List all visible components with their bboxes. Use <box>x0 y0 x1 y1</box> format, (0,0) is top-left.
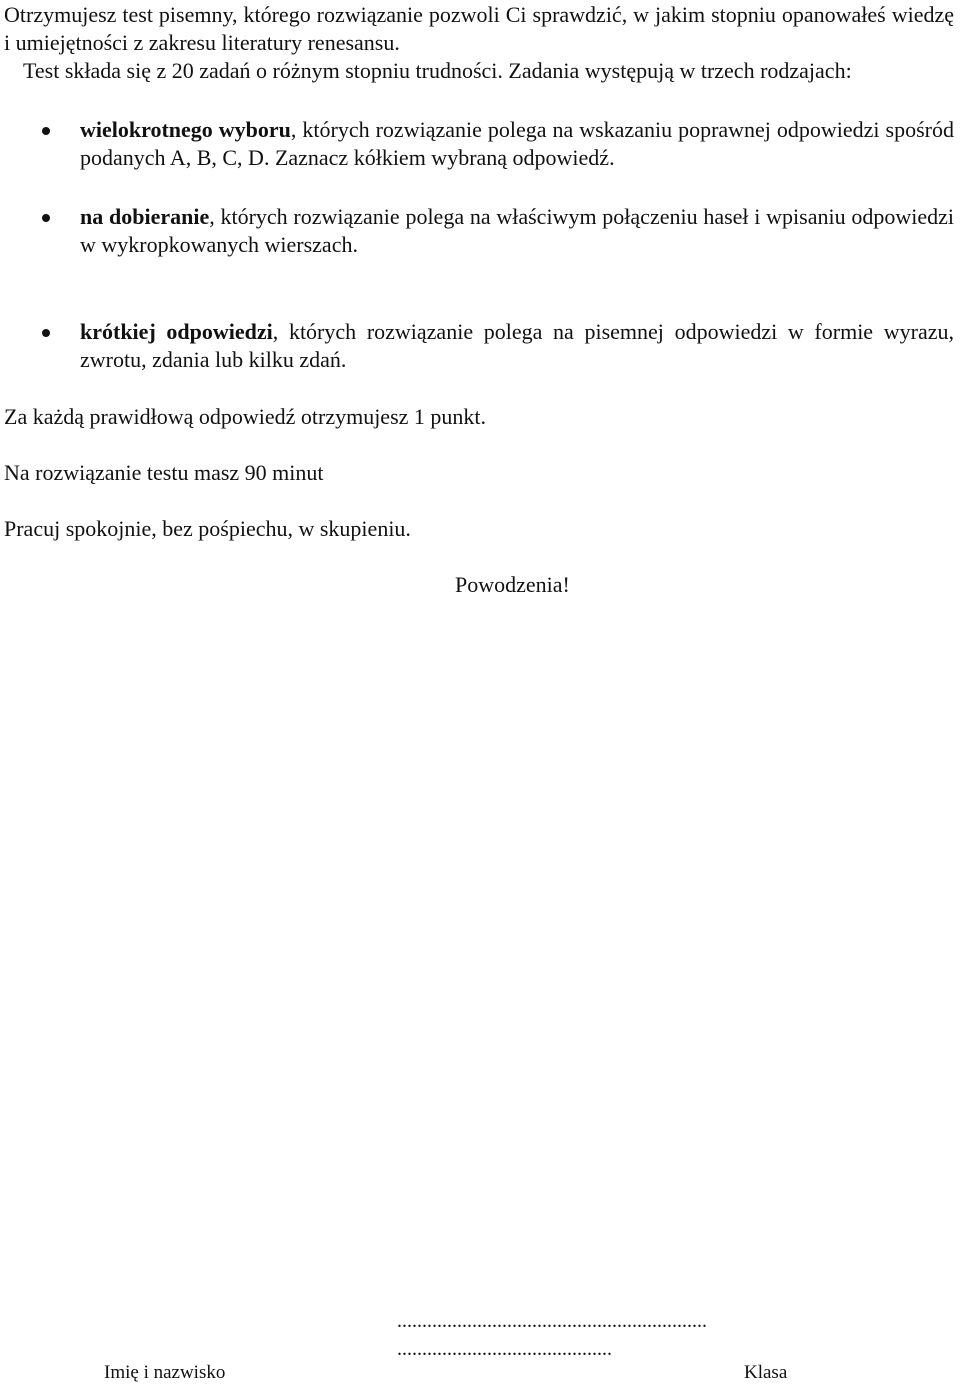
intro-sentence-1: Otrzymujesz test pisemny, którego rozwiązanie pozwoli Ci sprawdzić, w jakim stopniu opanowałeś wiedzę i umiejętności z zakresu literatury renesansu. <box>4 2 954 55</box>
list-item-multiple-choice <box>4 116 954 172</box>
bullet-dot-icon <box>42 214 50 222</box>
bullet-term: wielokrotnego wyboru <box>80 117 291 142</box>
instruction-page <box>4 0 954 1383</box>
bullet-term: krótkiej odpowiedzi <box>80 319 273 344</box>
good-luck-text: Powodzenia! <box>455 572 570 597</box>
bullet-description: , których rozwiązanie polega na pisemnej odpowiedzi w formie wyrazu, zwrotu, zdania lub kilku zdań. <box>80 319 954 372</box>
name-label: Imię i nazwisko <box>104 1362 226 1383</box>
class-label: Klasa <box>744 1362 788 1383</box>
calm-info: Pracuj spokojnie, bez pośpiechu, w skupieniu. <box>4 516 411 541</box>
bullet-term: na dobieranie <box>80 204 210 229</box>
bullet-description: , których rozwiązanie polega na właściwym połączeniu haseł i wpisaniu odpowiedzi w wykropkowanych wierszach. <box>80 204 954 257</box>
intro-paragraph <box>4 1 954 85</box>
bullet-dot-icon <box>42 127 50 135</box>
bullet-description: , których rozwiązanie polega na wskazaniu poprawnej odpowiedzi spośród podanych A, B, C, D. Zaznacz kółkiem wybraną odpowiedź. <box>80 117 954 170</box>
list-item-short-answer <box>4 318 954 374</box>
bullet-dot-icon <box>42 329 50 337</box>
list-item-matching <box>4 203 954 259</box>
signature-dotted-line-1: .............................................................. <box>397 1310 707 1332</box>
signature-dotted-line-2: ........................................... <box>397 1338 612 1360</box>
time-info: Na rozwiązanie testu masz 90 minut <box>4 460 324 485</box>
intro-sentence-2: Test składa się z 20 zadań o różnym stopniu trudności. Zadania występują w trzech rodzajach: <box>23 58 852 83</box>
points-info: Za każdą prawidłową odpowiedź otrzymujesz 1 punkt. <box>4 404 487 429</box>
